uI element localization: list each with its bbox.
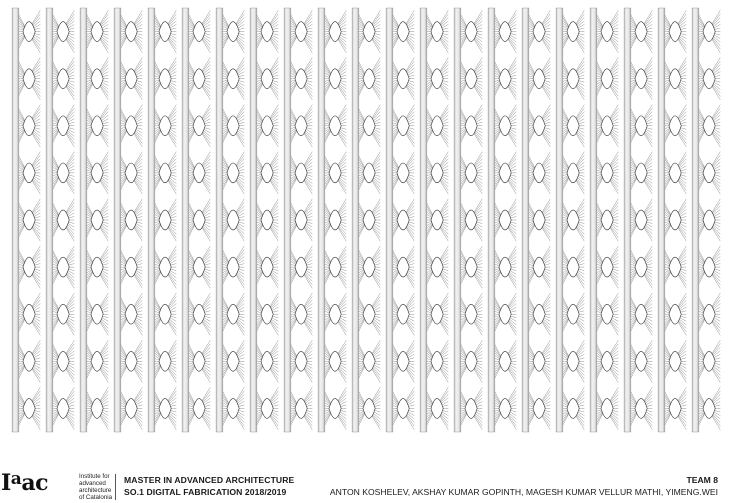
pattern-cell xyxy=(695,102,720,149)
pattern-cell xyxy=(185,55,210,102)
pattern-cell xyxy=(83,55,108,102)
pattern-cell xyxy=(15,8,40,55)
pattern-cell xyxy=(253,102,278,149)
pattern-cell xyxy=(627,149,652,196)
vertical-rib xyxy=(148,8,155,432)
pattern-cell xyxy=(389,196,414,243)
pattern-cell xyxy=(491,102,516,149)
pattern-cell xyxy=(151,244,176,291)
pattern-cell xyxy=(117,385,142,432)
vertical-rib xyxy=(624,8,631,432)
pattern-cell xyxy=(661,338,686,385)
pattern-cell xyxy=(661,291,686,338)
pattern-cell xyxy=(185,196,210,243)
pattern-cell xyxy=(287,102,312,149)
pattern-cell xyxy=(321,385,346,432)
pattern-cell xyxy=(457,8,482,55)
pattern-cell xyxy=(287,385,312,432)
pattern-cell xyxy=(457,55,482,102)
pattern-cell xyxy=(151,385,176,432)
pattern-cell xyxy=(695,8,720,55)
pattern-cell xyxy=(355,338,380,385)
pattern-cell xyxy=(695,55,720,102)
pattern-cell xyxy=(593,385,618,432)
pattern-cell xyxy=(219,149,244,196)
pattern-cell xyxy=(457,196,482,243)
pattern-cell xyxy=(151,291,176,338)
pattern-cell xyxy=(389,55,414,102)
pattern-cell xyxy=(219,55,244,102)
pattern-cell xyxy=(15,55,40,102)
pattern-cell xyxy=(83,149,108,196)
pattern-cell xyxy=(593,244,618,291)
pattern-cell xyxy=(661,8,686,55)
pattern-cell xyxy=(49,244,74,291)
program-info xyxy=(124,474,294,498)
vertical-rib xyxy=(488,8,495,432)
pattern-cell xyxy=(287,291,312,338)
pattern-cell xyxy=(49,196,74,243)
pattern-cell xyxy=(287,55,312,102)
pattern-cell xyxy=(627,55,652,102)
pattern-cell xyxy=(253,244,278,291)
pattern-cell xyxy=(661,149,686,196)
pattern-cell xyxy=(117,102,142,149)
vertical-rib xyxy=(216,8,223,432)
pattern-cell xyxy=(83,196,108,243)
pattern-cell xyxy=(287,8,312,55)
pattern-cell xyxy=(491,149,516,196)
pattern-cell xyxy=(661,102,686,149)
vertical-rib xyxy=(352,8,359,432)
divider xyxy=(115,474,116,500)
pattern-cell xyxy=(491,385,516,432)
pattern-cell xyxy=(559,385,584,432)
pattern-cell xyxy=(695,196,720,243)
pattern-cell xyxy=(83,338,108,385)
pattern-cell xyxy=(185,385,210,432)
pattern-cell xyxy=(15,338,40,385)
pattern-cell xyxy=(457,149,482,196)
pattern-cell xyxy=(117,338,142,385)
pattern-cell xyxy=(661,385,686,432)
pattern-cell xyxy=(253,291,278,338)
pattern-cell xyxy=(185,149,210,196)
pattern-cell xyxy=(185,291,210,338)
pattern-cell xyxy=(593,55,618,102)
pattern-cell xyxy=(253,149,278,196)
pattern-cell xyxy=(389,102,414,149)
pattern-cell xyxy=(559,338,584,385)
pattern-cell xyxy=(457,244,482,291)
pattern-cell xyxy=(355,244,380,291)
pattern-cell xyxy=(423,385,448,432)
pattern-cell xyxy=(593,196,618,243)
pattern-cell xyxy=(593,149,618,196)
pattern-cell xyxy=(321,244,346,291)
pattern-cell xyxy=(525,55,550,102)
pattern-cell xyxy=(661,55,686,102)
pattern-cell xyxy=(423,149,448,196)
pattern-cell xyxy=(355,385,380,432)
pattern-cell xyxy=(321,55,346,102)
pattern-cell xyxy=(525,291,550,338)
pattern-cell xyxy=(355,8,380,55)
iaac-logo: $I^aac$ xyxy=(1,469,48,496)
pattern-cell xyxy=(627,8,652,55)
vertical-rib xyxy=(454,8,461,432)
pattern-cell xyxy=(389,244,414,291)
pattern-cell xyxy=(49,149,74,196)
pattern-cell xyxy=(287,149,312,196)
pattern-cell xyxy=(661,196,686,243)
pattern-cell xyxy=(151,8,176,55)
vertical-rib xyxy=(420,8,427,432)
pattern-cell xyxy=(321,338,346,385)
pattern-cell xyxy=(117,291,142,338)
institute-name: Institute for advanced architecture of Catalonia xyxy=(79,473,113,501)
pattern-cell xyxy=(83,385,108,432)
pattern-cell xyxy=(525,8,550,55)
pattern-cell xyxy=(695,385,720,432)
pattern-cell xyxy=(389,149,414,196)
pattern-cell xyxy=(117,8,142,55)
pattern-cell xyxy=(49,55,74,102)
footer xyxy=(0,447,730,503)
pattern-cell xyxy=(151,102,176,149)
team-info xyxy=(330,474,718,498)
vertical-rib xyxy=(284,8,291,432)
pattern-cell xyxy=(627,338,652,385)
pattern-cell xyxy=(491,55,516,102)
pattern-cell xyxy=(695,244,720,291)
pattern-cell xyxy=(49,291,74,338)
pattern-cell xyxy=(15,149,40,196)
pattern-cell xyxy=(151,55,176,102)
pattern-cell xyxy=(491,291,516,338)
pattern-cell xyxy=(151,338,176,385)
pattern-cell xyxy=(355,291,380,338)
pattern-cell xyxy=(253,55,278,102)
pattern-cell xyxy=(49,102,74,149)
vertical-rib xyxy=(12,8,19,432)
pattern-cell xyxy=(321,196,346,243)
pattern-cell xyxy=(83,291,108,338)
vertical-rib xyxy=(250,8,257,432)
pattern-cell xyxy=(695,149,720,196)
pattern-cell xyxy=(219,338,244,385)
pattern-cell xyxy=(423,102,448,149)
pattern-cell xyxy=(627,244,652,291)
pattern-cell xyxy=(389,385,414,432)
pattern-cell xyxy=(49,8,74,55)
pattern-cell xyxy=(83,244,108,291)
pattern-cell xyxy=(593,102,618,149)
pattern-cell xyxy=(49,385,74,432)
pattern-cell xyxy=(627,385,652,432)
pattern-cell xyxy=(287,196,312,243)
pattern-cell xyxy=(287,244,312,291)
pattern-cell xyxy=(185,244,210,291)
pattern-cell xyxy=(627,102,652,149)
pattern-cell xyxy=(321,149,346,196)
pattern-cell xyxy=(117,55,142,102)
pattern-cell xyxy=(491,338,516,385)
program-title: MASTER IN ADVANCED ARCHITECTURE xyxy=(124,475,295,485)
pattern-cell xyxy=(627,196,652,243)
pattern-cell xyxy=(559,102,584,149)
pattern-cell xyxy=(423,8,448,55)
pattern-cell xyxy=(695,291,720,338)
pattern-cell xyxy=(457,338,482,385)
pattern-cell xyxy=(321,102,346,149)
pattern-cell xyxy=(355,149,380,196)
vertical-rib xyxy=(80,8,87,432)
pattern-cell xyxy=(457,291,482,338)
pattern-cell xyxy=(695,338,720,385)
pattern-cell xyxy=(185,8,210,55)
pattern-cell xyxy=(185,102,210,149)
pattern-cell xyxy=(15,244,40,291)
pattern-cell xyxy=(389,8,414,55)
pattern-cell xyxy=(15,385,40,432)
pattern-cell xyxy=(559,8,584,55)
pattern-cell xyxy=(491,244,516,291)
vertical-rib xyxy=(556,8,563,432)
vertical-rib xyxy=(692,8,699,432)
pattern-cell xyxy=(389,291,414,338)
pattern-cell xyxy=(355,102,380,149)
pattern-cell xyxy=(219,385,244,432)
pattern-cell xyxy=(219,244,244,291)
pattern-cell xyxy=(525,102,550,149)
pattern-cell xyxy=(219,102,244,149)
pattern-cell xyxy=(559,244,584,291)
pattern-cell xyxy=(15,102,40,149)
vertical-rib xyxy=(522,8,529,432)
pattern-cell xyxy=(559,149,584,196)
vertical-rib xyxy=(46,8,53,432)
pattern-cell xyxy=(321,291,346,338)
pattern-cell xyxy=(457,385,482,432)
pattern-cell xyxy=(423,55,448,102)
pattern-cell xyxy=(219,196,244,243)
pattern-cell xyxy=(15,291,40,338)
vertical-rib xyxy=(182,8,189,432)
pattern-cell xyxy=(525,196,550,243)
course-title: SO.1 DIGITAL FABRICATION 2018/2019 xyxy=(124,487,287,497)
pattern-cell xyxy=(559,291,584,338)
pattern-cell xyxy=(219,8,244,55)
pattern-cell xyxy=(253,385,278,432)
pattern-cell xyxy=(355,196,380,243)
pattern-cell xyxy=(525,385,550,432)
pattern-cell xyxy=(423,196,448,243)
vertical-rib xyxy=(318,8,325,432)
pattern-cell xyxy=(593,291,618,338)
pattern-cell xyxy=(593,338,618,385)
pattern-cell xyxy=(423,244,448,291)
pattern-cell xyxy=(593,8,618,55)
pattern-cell xyxy=(253,196,278,243)
pattern-cell xyxy=(185,338,210,385)
pattern-cell xyxy=(627,291,652,338)
pattern-cell xyxy=(321,8,346,55)
pattern-cell xyxy=(491,8,516,55)
pattern-cell xyxy=(389,338,414,385)
pattern-cell xyxy=(117,196,142,243)
pattern-cell xyxy=(559,55,584,102)
pattern-cell xyxy=(355,55,380,102)
pattern-cell xyxy=(151,149,176,196)
pattern-cell xyxy=(15,196,40,243)
pattern-cell xyxy=(559,196,584,243)
pattern-cell xyxy=(117,244,142,291)
pattern-cell xyxy=(491,196,516,243)
vertical-rib xyxy=(658,8,665,432)
pattern-cell xyxy=(253,8,278,55)
pattern-cell xyxy=(457,102,482,149)
pattern-cell xyxy=(423,291,448,338)
vertical-rib xyxy=(114,8,121,432)
pattern-cell xyxy=(83,102,108,149)
vertical-rib xyxy=(386,8,393,432)
pattern-cell xyxy=(525,338,550,385)
pattern-cell xyxy=(49,338,74,385)
pattern-cell xyxy=(117,149,142,196)
pattern-cell xyxy=(525,149,550,196)
vertical-rib xyxy=(590,8,597,432)
team-members: ANTON KOSHELEV, AKSHAY KUMAR GOPINTH, MAGESH KUMAR VELLUR MATHI, YIMENG.WEI xyxy=(329,487,718,497)
team-label: TEAM 8 xyxy=(686,475,718,485)
pattern-cell xyxy=(83,8,108,55)
pattern-cell xyxy=(661,244,686,291)
pattern-cell xyxy=(151,196,176,243)
pattern-cell xyxy=(287,338,312,385)
pattern-cell xyxy=(525,244,550,291)
pattern-cell xyxy=(423,338,448,385)
pattern-cell xyxy=(253,338,278,385)
pattern-cells xyxy=(15,8,720,432)
pattern-cell xyxy=(219,291,244,338)
